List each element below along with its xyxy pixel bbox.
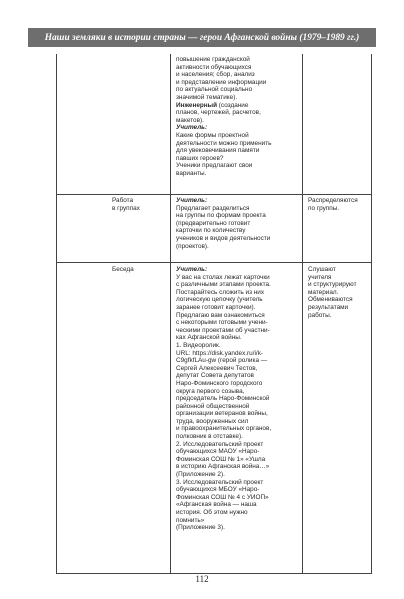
row1-teacher-after: Какие формы проектной деятельности можно применить для увековечивания памяти павших героев? Ученики предлагают свои варианты. <box>176 131 272 177</box>
table-row-3-stage: Беседа <box>112 266 134 273</box>
row2-teacher-label: Учитель: <box>176 197 208 204</box>
table-border-left <box>56 54 57 574</box>
table-border-right <box>371 54 372 574</box>
row3-teacher-label: Учитель: <box>176 266 208 273</box>
table-row-2-stage: Работа в группах <box>112 197 140 212</box>
lesson-table <box>56 54 372 574</box>
row1-teacher-text: повышение гражданской активности обучающихся и населения; сбор, анализ и представление информации по актуальной социально значимой тематике). <box>176 56 267 101</box>
engineer-label: Инженерный <box>176 101 218 109</box>
table-divider-2 <box>302 54 303 574</box>
table-row-2-teacher-cell <box>176 197 300 250</box>
table-row-3-teacher-cell <box>176 266 300 532</box>
row-divider-1 <box>56 194 372 195</box>
row2-teacher-text: Предлагает разделиться на группы по формам проекта (предварительно готовит карточки по количеству учеников и видов деятельности (проектов). <box>176 204 271 250</box>
engineer-text: (создание планов, чертежей, расчетов, макетов). <box>176 101 261 124</box>
row-divider-2 <box>56 262 372 263</box>
page-number: 112 <box>195 574 209 584</box>
table-row-1-teacher-cell <box>176 56 300 178</box>
table-divider-1 <box>170 54 171 574</box>
table-row-3-students: Слушают учителя и структурируют материал. Обмениваются результатами работы. <box>308 266 357 319</box>
running-header-title: Наши земляки в истории страны — герои Афганской войны (1979–1989 гг.) <box>44 32 360 43</box>
row3-teacher-text: У вас на столах лежат карточки с различными этапами проекта. Постарайтесь сложить из них логическую цепочку (учитель заранее готовит карточки). Предлагаю вам ознакомиться с некоторыми готовыми учени- ческими проектами об участни- ках Афганской войны. 1. Видеоролик. URL: https://disk.yandex.ru/i/k- C9gfkfLAu-gw (герой ролика — Сергей Алексеевич Тестов, депутат Совета депутатов Наро-Фоминского городского округа первого созыва, председатель Наро-Фоминской районной общественной организации ветеранов войны, труда, вооруженных сил и правоохранительных органов, полковник в отставке). 2. Исследовательский проект обучающихся МАОУ «Наро- Фоминская СОШ № 1» «Ушла в историю Афганская война…» (Приложение 2). 3. Исследовательский проект обучающихся МБОУ «Наро- Фоминская СОШ № 4 с УИОП» «Афганская война — наша история. Об этом нужно помнить» (Приложение 3). <box>176 273 272 532</box>
table-row-2-students: Распределяются по группы. <box>308 197 358 212</box>
row1-teacher-label: Учитель: <box>176 124 208 132</box>
running-header <box>28 28 376 47</box>
